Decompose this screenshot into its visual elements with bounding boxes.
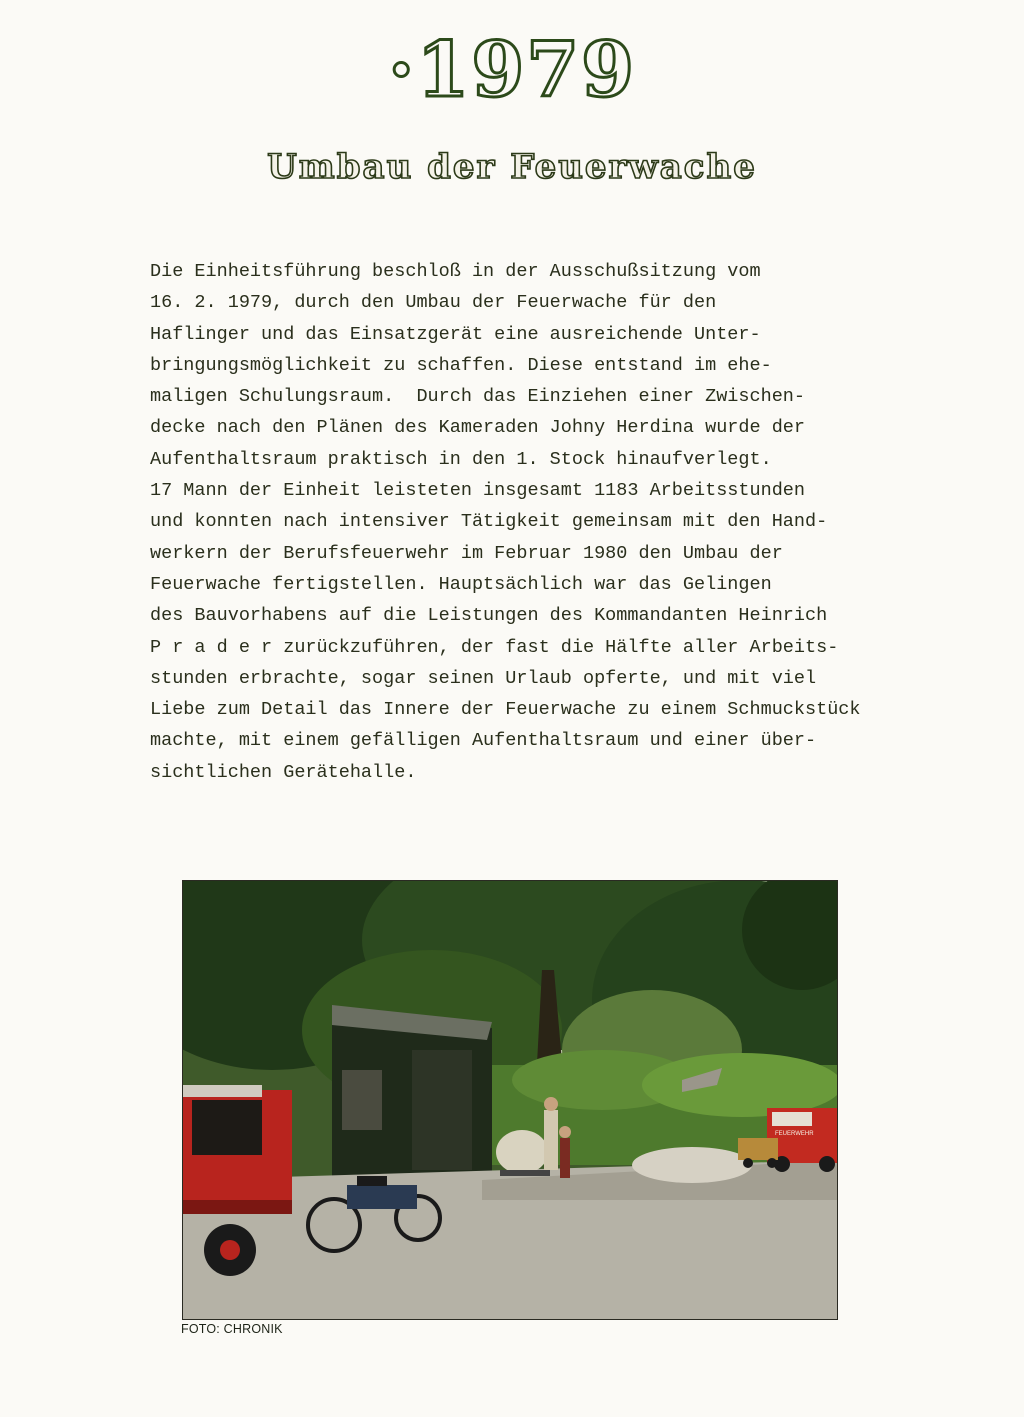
page-title: Umbau der Feuerwache — [267, 147, 757, 187]
year-heading: ·1979 — [388, 25, 636, 114]
photo-caption: FOTO: CHRONIK — [181, 1322, 283, 1336]
text-line: stunden erbrachte, sogar seinen Urlaub opferte, und mit viel — [150, 667, 817, 689]
text-line: bringungsmöglichkeit zu schaffen. Diese entstand im ehe- — [150, 354, 772, 376]
chronicle-text — [150, 256, 970, 788]
text-line: P r a d e r zurückzuführen, der fast die Hälfte aller Arbeits- — [150, 636, 839, 658]
fire-station-photo — [182, 880, 838, 1320]
text-line: 17 Mann der Einheit leisteten insgesamt 1183 Arbeitsstunden — [150, 480, 806, 502]
text-line: Die Einheitsführung beschloß in der Ausschußsitzung vom — [150, 261, 761, 282]
text-line: Liebe zum Detail das Innere der Feuerwache zu einem Schmuckstück — [150, 699, 861, 721]
text-line: Haflinger und das Einsatzgerät eine ausreichende Unter- — [150, 323, 761, 345]
text-line: maligen Schulungsraum. Durch das Einziehen einer Zwischen- — [150, 386, 806, 408]
text-line: des Bauvorhabens auf die Leistungen des Kommandanten Heinrich — [150, 605, 828, 627]
text-line: Feuerwache fertigstellen. Hauptsächlich war das Gelingen — [150, 573, 772, 595]
text-line: Aufenthaltsraum praktisch in den 1. Stock hinaufverlegt. — [150, 448, 772, 470]
text-line: 16. 2. 1979, durch den Umbau der Feuerwache für den — [150, 292, 717, 314]
text-line: decke nach den Plänen des Kameraden Johny Herdina wurde der — [150, 417, 806, 439]
truck-label: FEUERWEHR — [775, 1131, 814, 1137]
text-line: und konnten nach intensiver Tätigkeit gemeinsam mit den Hand- — [150, 511, 828, 533]
text-line: sichtlichen Gerätehalle. — [150, 761, 417, 783]
text-line: werkern der Berufsfeuerwehr im Februar 1980 den Umbau der — [150, 542, 783, 564]
text-line: machte, mit einem gefälligen Aufenthaltsraum und einer über- — [150, 730, 817, 752]
